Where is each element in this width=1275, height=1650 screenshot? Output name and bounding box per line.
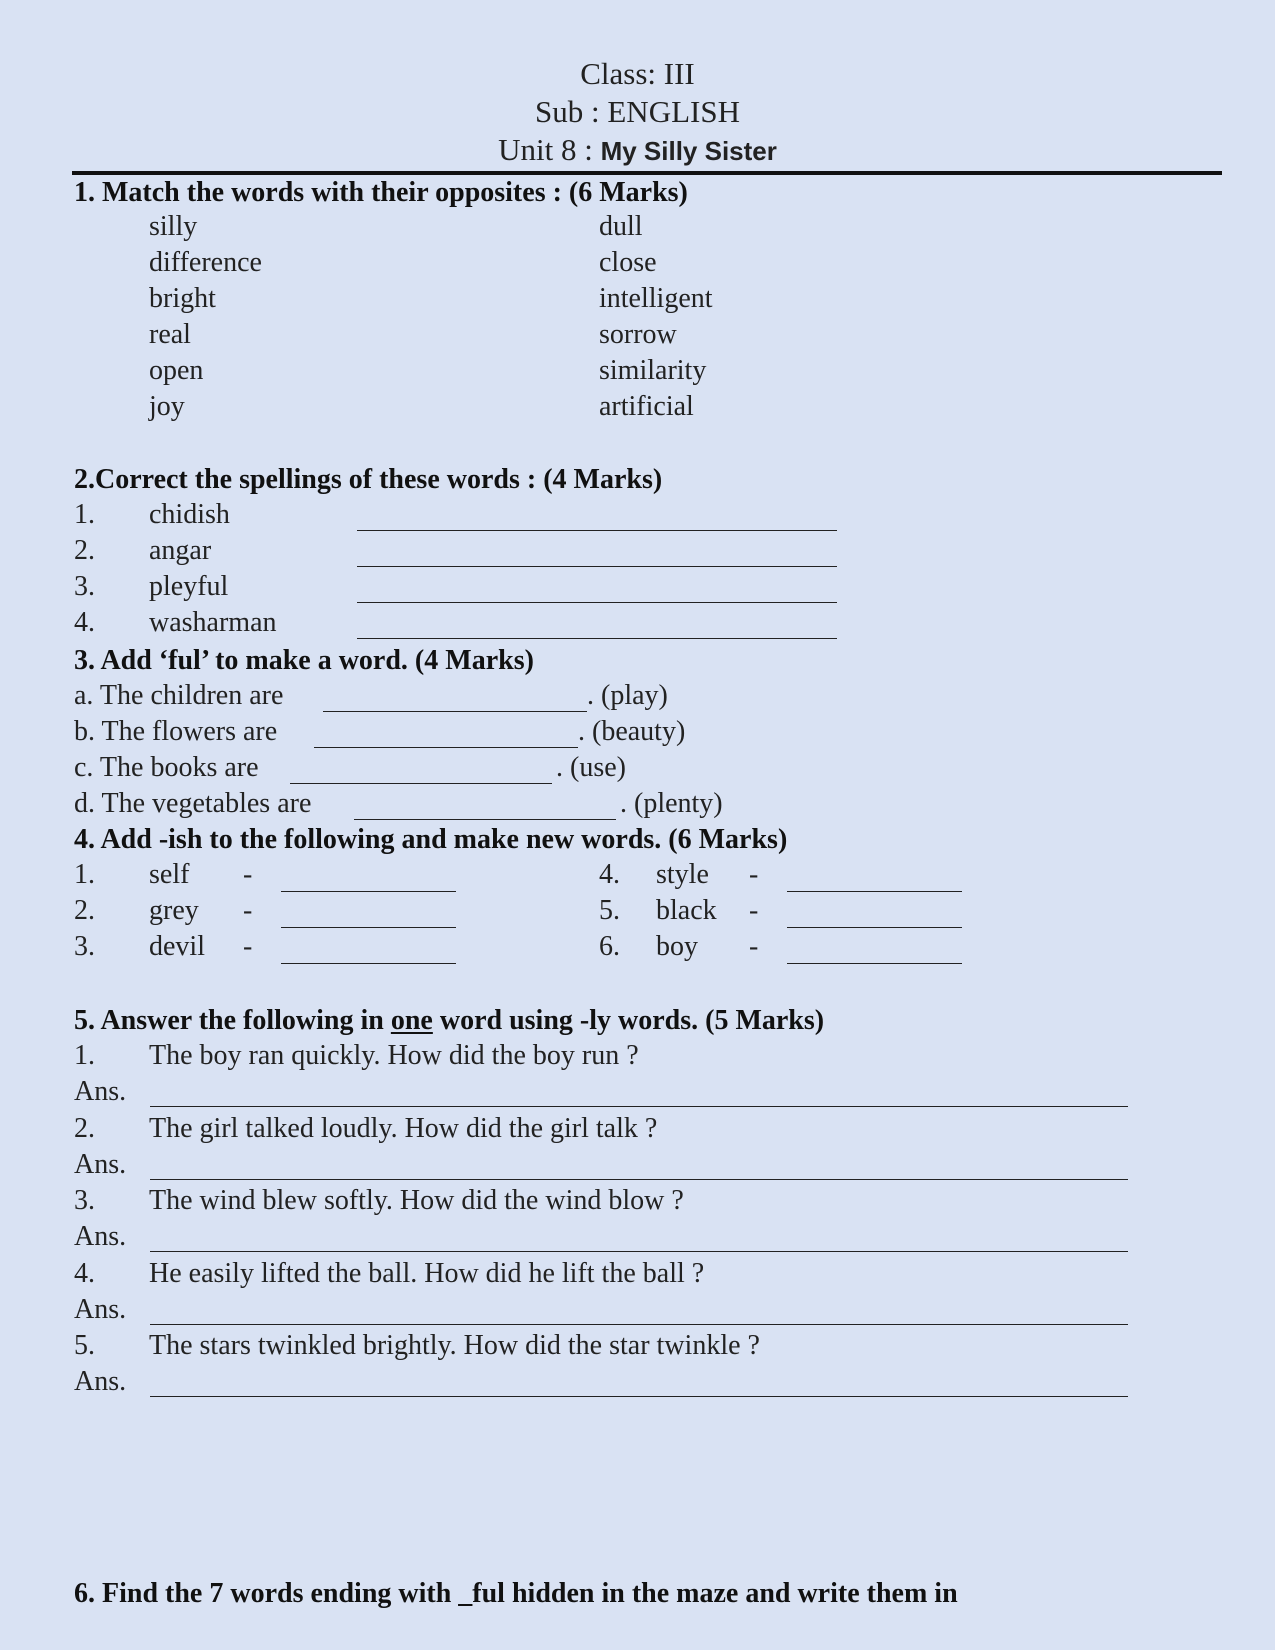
q4-item-word: style: [656, 859, 709, 890]
q1-left-word: silly: [149, 211, 198, 242]
q5-question-number: 5.: [74, 1330, 95, 1361]
q1-right-word: similarity: [599, 355, 707, 386]
q5-question-number: 2.: [74, 1113, 95, 1144]
q4-item-number: 5.: [599, 895, 620, 926]
q1-left-word: difference: [149, 247, 262, 278]
q2-answer-blank[interactable]: [357, 566, 837, 567]
q5-answer-blank[interactable]: [150, 1179, 1128, 1180]
class-label: Class: III: [580, 56, 695, 91]
q3-hint: . (play): [587, 680, 668, 711]
q3-sentence: a. The children are: [74, 680, 284, 711]
q5-answer-blank[interactable]: [150, 1106, 1128, 1107]
q4-item-word: self: [149, 859, 190, 890]
q2-item-number: 2.: [74, 535, 95, 566]
q2-item-number: 1.: [74, 499, 95, 530]
q3-sentence: b. The flowers are: [74, 716, 278, 747]
q5-question-number: 3.: [74, 1185, 95, 1216]
q5-question-number: 4.: [74, 1258, 95, 1289]
q3-answer-blank[interactable]: [314, 747, 578, 748]
unit-prefix: Unit 8 :: [498, 132, 601, 167]
q3-answer-blank[interactable]: [354, 819, 616, 820]
q1-left-word: real: [149, 319, 191, 350]
q4-answer-blank[interactable]: [281, 963, 456, 964]
q4-item-number: 2.: [74, 895, 95, 926]
header-divider: [72, 171, 1222, 175]
q4-item-number: 6.: [599, 931, 620, 962]
q1-right-word: dull: [599, 211, 643, 242]
q4-item-word: devil: [149, 931, 205, 962]
q1-left-word: bright: [149, 283, 216, 314]
q5-answer-blank[interactable]: [150, 1251, 1128, 1252]
q1-left-word: open: [149, 355, 204, 386]
q4-item-word: grey: [149, 895, 199, 926]
q4-dash: -: [749, 859, 759, 890]
q4-item-number: 3.: [74, 931, 95, 962]
q3-hint: . (use): [556, 752, 626, 783]
q4-answer-blank[interactable]: [787, 927, 962, 928]
q6-title: 6. Find the 7 words ending with _ful hidden in the maze and write them in: [74, 1578, 958, 1609]
q5-title: [74, 1005, 824, 1037]
q3-sentence: c. The books are: [74, 752, 259, 783]
q2-item-word: washarman: [149, 607, 277, 638]
q2-item-number: 3.: [74, 571, 95, 602]
q2-title: 2.Correct the spellings of these words : (4 Marks): [74, 464, 663, 495]
q1-title: 1. Match the words with their opposites : (6 Marks): [74, 177, 688, 208]
q1-left-word: joy: [149, 391, 185, 422]
q4-item-word: boy: [656, 931, 698, 962]
q4-item-number: 1.: [74, 859, 95, 890]
q4-answer-blank[interactable]: [281, 891, 456, 892]
q4-answer-blank[interactable]: [787, 963, 962, 964]
q5-question: The boy ran quickly. How did the boy run ?: [149, 1040, 639, 1071]
q5-question: The stars twinkled brightly. How did the star twinkle ?: [149, 1330, 760, 1361]
q1-right-word: intelligent: [599, 283, 713, 314]
q2-item-word: chidish: [149, 499, 230, 530]
q5-question-number: 1.: [74, 1040, 95, 1071]
q4-dash: -: [243, 895, 253, 926]
q2-item-word: angar: [149, 535, 212, 566]
q4-title: 4. Add -ish to the following and make new words. (6 Marks): [74, 824, 788, 855]
q5-answer-blank[interactable]: [150, 1324, 1128, 1325]
unit-label: [0, 132, 1275, 168]
q5-ans-label: Ans.: [74, 1294, 127, 1325]
q1-right-word: close: [599, 247, 657, 278]
q5-ans-label: Ans.: [74, 1149, 127, 1180]
unit-title: My Silly Sister: [600, 136, 777, 166]
q3-sentence: d. The vegetables are: [74, 788, 312, 819]
q5-ans-label: Ans.: [74, 1366, 127, 1397]
q4-answer-blank[interactable]: [787, 891, 962, 892]
q4-dash: -: [749, 895, 759, 926]
q2-item-number: 4.: [74, 607, 95, 638]
q4-dash: -: [749, 931, 759, 962]
subject-label: Sub : ENGLISH: [535, 94, 740, 129]
q5-title-end: word using -ly words. (5 Marks): [432, 1005, 825, 1036]
q1-right-word: artificial: [599, 391, 694, 422]
q3-hint: . (beauty): [578, 716, 686, 747]
q2-item-word: pleyful: [149, 571, 229, 602]
q4-dash: -: [243, 859, 253, 890]
q5-question: The girl talked loudly. How did the girl talk ?: [149, 1113, 658, 1144]
q5-question: The wind blew softly. How did the wind blow ?: [149, 1185, 684, 1216]
q5-title-start: 5. Answer the following in: [74, 1005, 391, 1036]
q5-question: He easily lifted the ball. How did he lift the ball ?: [149, 1258, 705, 1289]
q3-title: 3. Add ‘ful’ to make a word. (4 Marks): [74, 645, 534, 676]
q5-title-emphasis: one: [390, 1005, 433, 1036]
q1-right-word: sorrow: [599, 319, 677, 350]
q3-answer-blank[interactable]: [290, 783, 552, 784]
q2-answer-blank[interactable]: [357, 638, 837, 639]
q4-dash: -: [243, 931, 253, 962]
q4-item-number: 4.: [599, 859, 620, 890]
q3-answer-blank[interactable]: [323, 711, 587, 712]
q2-answer-blank[interactable]: [357, 530, 837, 531]
q4-answer-blank[interactable]: [281, 927, 456, 928]
q3-hint: . (plenty): [620, 788, 723, 819]
q4-item-word: black: [656, 895, 717, 926]
q5-ans-label: Ans.: [74, 1076, 127, 1107]
q5-answer-blank[interactable]: [150, 1396, 1128, 1397]
q5-ans-label: Ans.: [74, 1221, 127, 1252]
q2-answer-blank[interactable]: [357, 602, 837, 603]
